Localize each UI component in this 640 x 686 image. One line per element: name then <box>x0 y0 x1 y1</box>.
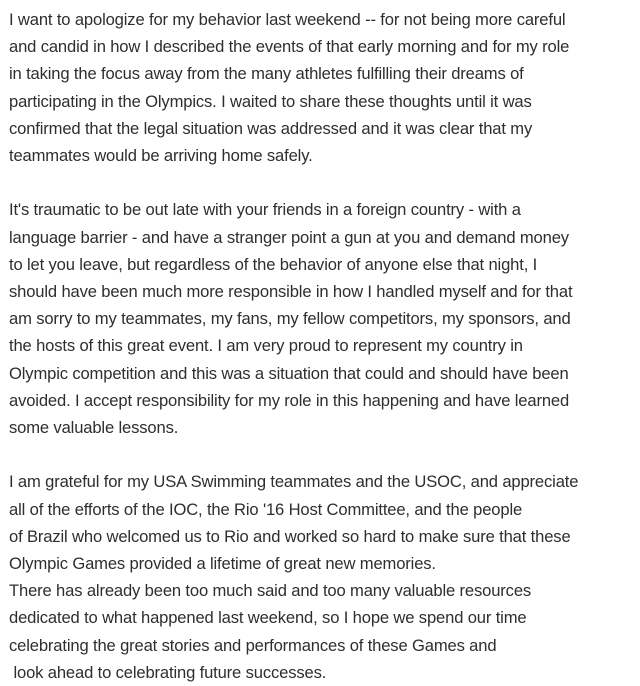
paragraph-spacer <box>9 441 639 468</box>
paragraph-1 <box>9 6 639 169</box>
text-line: in taking the focus away from the many athletes fulfilling their dreams of <box>9 64 524 84</box>
text-line: to let you leave, but regardless of the behavior of anyone else that night, I <box>9 254 538 274</box>
text-line: I am grateful for my USA Swimming teammates and the USOC, and appreciate <box>9 472 579 492</box>
text-line: participating in the Olympics. I waited to share these thoughts until it was <box>9 91 532 111</box>
text-line: should have been much more responsible in how I handled myself and for that <box>9 282 573 302</box>
paragraph-3 <box>9 468 639 686</box>
text-line: and candid in how I described the events of that early morning and for my role <box>9 37 570 57</box>
text-line: There has already been too much said and too many valuable resources <box>9 581 532 601</box>
text-line: celebrating the great stories and performances of these Games and <box>9 635 497 655</box>
paragraph-spacer <box>9 169 639 196</box>
text-line: I want to apologize for my behavior last weekend -- for not being more careful <box>9 10 566 29</box>
text-line: confirmed that the legal situation was addressed and it was clear that my <box>9 118 533 138</box>
text-line: some valuable lessons. <box>9 418 179 438</box>
apology-statement <box>9 6 639 686</box>
text-line: all of the efforts of the IOC, the Rio '16 Host Committee, and the people <box>9 499 523 519</box>
text-line: the hosts of this great event. I am very proud to represent my country in <box>9 336 523 356</box>
text-line: am sorry to my teammates, my fans, my fellow competitors, my sponsors, and <box>9 309 571 329</box>
text-line: language barrier - and have a stranger point a gun at you and demand money <box>9 227 569 247</box>
text-line: dedicated to what happened last weekend, so I hope we spend our time <box>9 608 527 628</box>
text-line: of Brazil who welcomed us to Rio and worked so hard to make sure that these <box>9 526 571 546</box>
text-line: avoided. I accept responsibility for my role in this happening and have learned <box>9 390 570 410</box>
text-line: Olympic Games provided a lifetime of great new memories. <box>9 554 436 574</box>
text-line: teammates would be arriving home safely. <box>9 146 313 166</box>
text-line: It's traumatic to be out late with your friends in a foreign country - with a <box>9 200 521 220</box>
text-line: Olympic competition and this was a situation that could and should have been <box>9 363 569 383</box>
text-line: look ahead to celebrating future successes. <box>9 662 327 682</box>
paragraph-2 <box>9 196 639 441</box>
